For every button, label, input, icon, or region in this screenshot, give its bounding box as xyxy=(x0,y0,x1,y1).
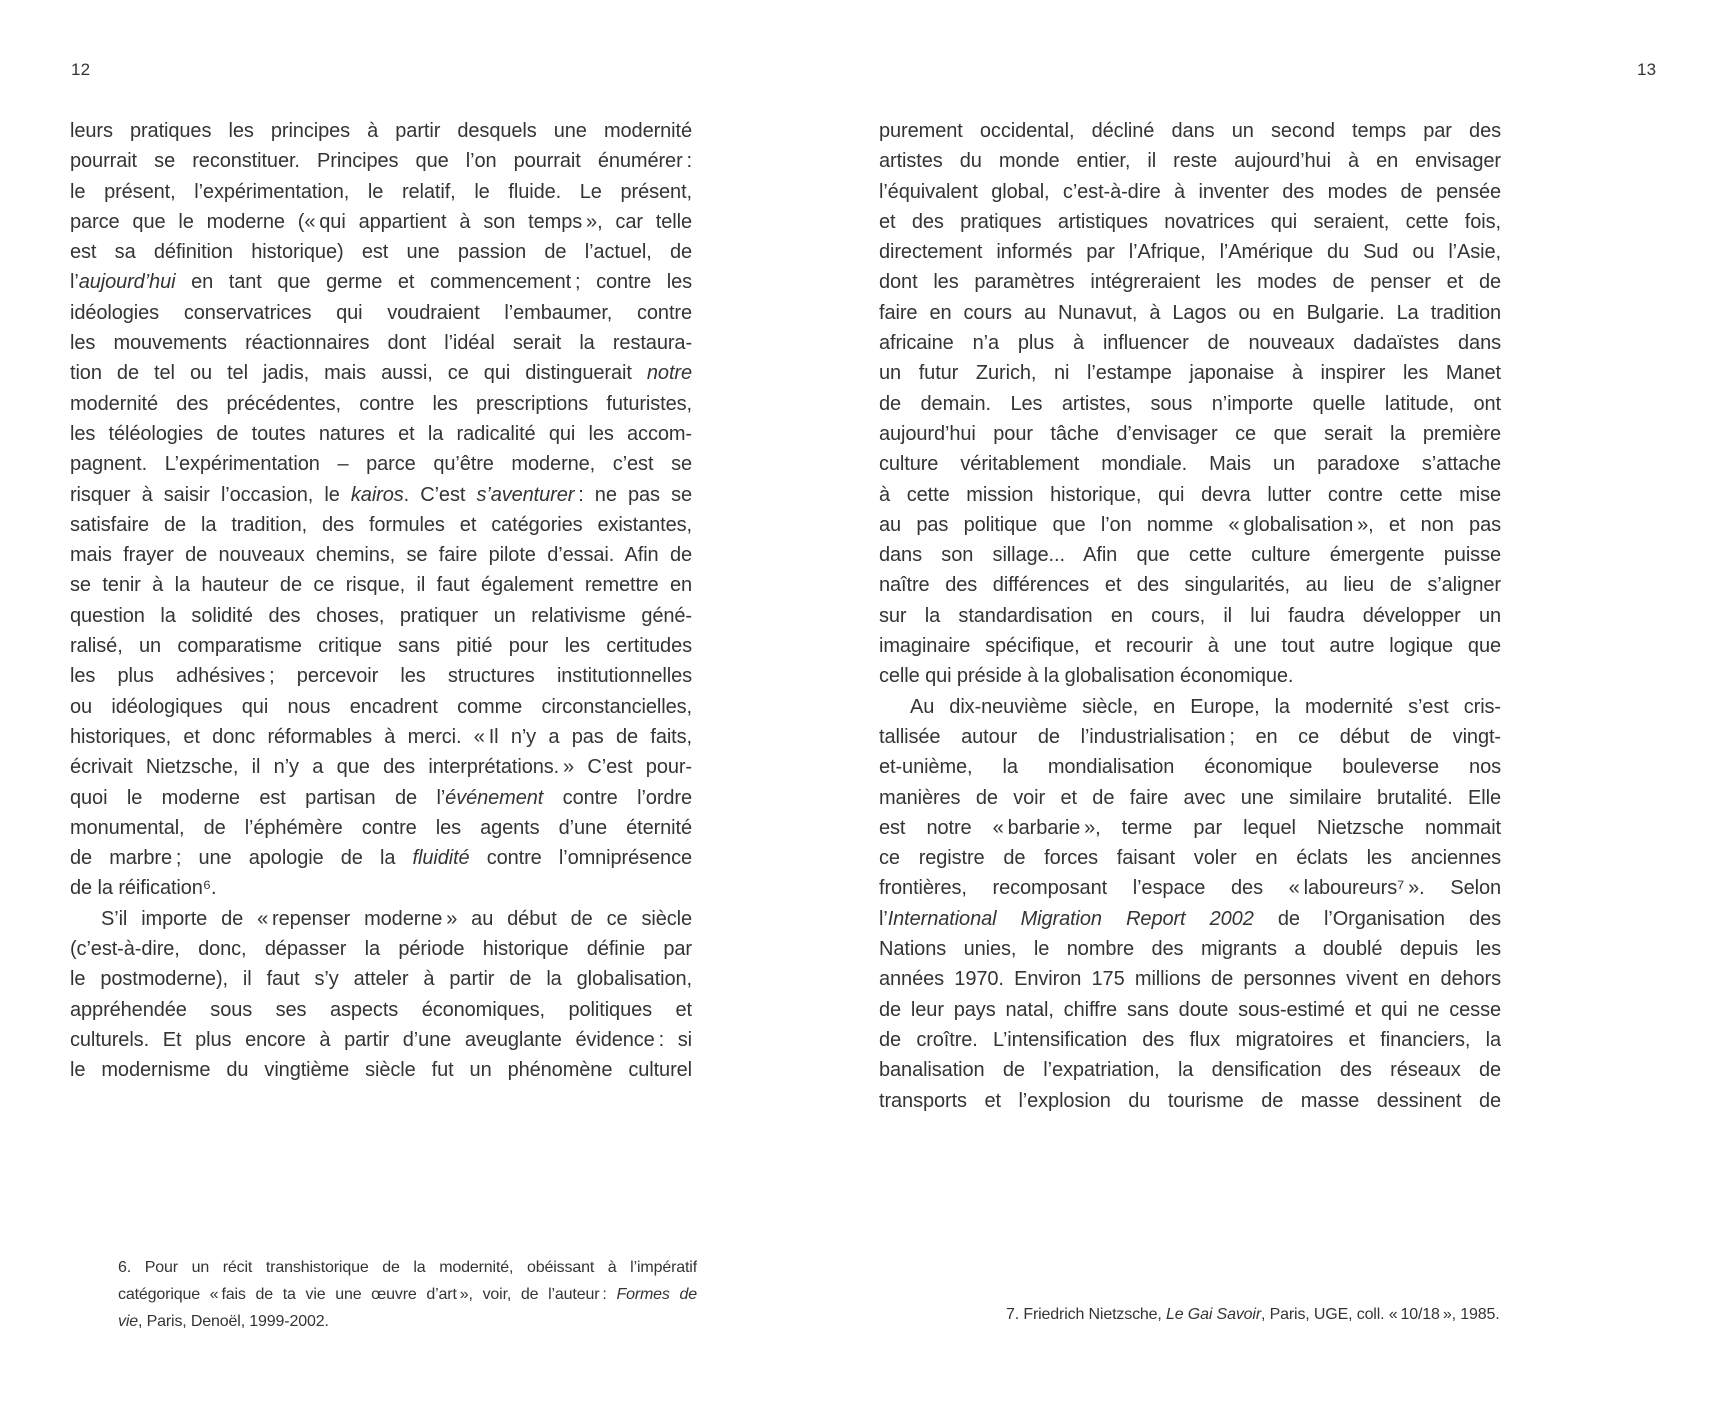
text-line: celle qui préside à la globalisation économique. xyxy=(879,665,1294,688)
text-line: dans son sillage... Afin que cette culture émergente puisse xyxy=(879,544,1501,567)
text-line: de demain. Les artistes, sous n’importe quelle latitude, ont xyxy=(879,392,1501,415)
text-line: le modernisme du vingtième siècle fut un phénomène culturel xyxy=(70,1059,692,1082)
text-line: naître des différences et des singularités, au lieu de s’aligner xyxy=(879,574,1501,597)
text-line: parce que le moderne (« qui appartient à son temps », car telle xyxy=(70,210,692,233)
text-line: mais frayer de nouveaux chemins, se faire pilote d’essai. Afin de xyxy=(70,544,692,567)
text-line: satisfaire de la tradition, des formules et catégories existantes, xyxy=(70,513,692,536)
right-page-number: 13 xyxy=(1637,60,1657,79)
text-line: manières de voir et de faire avec une similaire brutalité. Elle xyxy=(879,786,1501,809)
text-line: l’équivalent global, c’est-à-dire à inventer des modes de pensée xyxy=(879,180,1501,203)
text-line: au pas politique que l’on nomme « globalisation », et non pas xyxy=(879,513,1501,536)
text-line: Nations unies, le nombre des migrants a doublé depuis les xyxy=(879,938,1501,961)
text-line: appréhendée sous ses aspects économiques, politiques et xyxy=(70,998,692,1021)
text-line: banalisation de l’expatriation, la densification des réseaux de xyxy=(879,1059,1501,1082)
text-line: se tenir à la hauteur de ce risque, il faut également remettre en xyxy=(70,574,692,597)
text-line: années 1970. Environ 175 millions de personnes vivent en dehors xyxy=(879,968,1501,991)
text-line: les téléologies de toutes natures et la radicalité qui les accom- xyxy=(70,422,692,445)
text-line: historiques, et donc réformables à merci. « Il n’y a pas de faits, xyxy=(70,725,692,748)
text-line: idéologies conservatrices qui voudraient l’embaumer, contre xyxy=(70,301,692,324)
text-line: artistes du monde entier, il reste aujourd’hui à en envisager xyxy=(879,150,1501,173)
text-line: dont les paramètres intégreraient les modes de penser et de xyxy=(879,271,1501,294)
text-line: est sa définition historique) est une passion de l’actuel, de xyxy=(70,241,692,264)
text-line: monumental, de l’éphémère contre les agents d’une éternité xyxy=(70,816,692,839)
text-line: aujourd’hui pour tâche d’envisager ce que serait la première xyxy=(879,422,1501,445)
text-line: de marbre ; une apologie de la fluidité contre l’omniprésence xyxy=(70,847,692,870)
left-page-footnote xyxy=(118,1254,697,1335)
left-page-number: 12 xyxy=(71,60,91,79)
text-line: ou idéologiques qui nous encadrent comme circonstancielles, xyxy=(70,695,692,718)
text-line: 7. Friedrich Nietzsche, Le Gai Savoir, Paris, UGE, coll. « 10/18 », 1985. xyxy=(1006,1306,1500,1323)
text-line: de croître. L’intensification des flux migratoires et financiers, la xyxy=(879,1028,1501,1051)
text-line: catégorique « fais de ta vie une œuvre d’art », voir, de l’auteur : Formes de xyxy=(118,1286,697,1303)
text-line: culture véritablement mondiale. Mais un paradoxe s’attache xyxy=(879,453,1501,476)
text-line: de la réification⁶. xyxy=(70,877,217,900)
text-line: écrivait Nietzsche, il n’y a que des interprétations. » C’est pour- xyxy=(70,756,692,779)
text-line: les mouvements réactionnaires dont l’idéal serait la restaura- xyxy=(70,332,692,355)
text-line: l’International Migration Report 2002 de l’Organisation des xyxy=(879,907,1501,930)
right-page-footnote xyxy=(1006,1301,1566,1328)
right-page-body xyxy=(879,116,1501,1116)
text-line: quoi le moderne est partisan de l’événement contre l’ordre xyxy=(70,786,692,809)
text-line: est notre « barbarie », terme par lequel Nietzsche nommait xyxy=(879,816,1501,839)
text-line: le présent, l’expérimentation, le relatif, le fluide. Le présent, xyxy=(70,180,692,203)
text-line: pagnent. L’expérimentation – parce qu’être moderne, c’est se xyxy=(70,453,692,476)
text-line: faire en cours au Nunavut, à Lagos ou en Bulgarie. La tradition xyxy=(879,301,1501,324)
text-line: Au dix-neuvième siècle, en Europe, la modernité s’est cris- xyxy=(910,695,1501,718)
text-line: vie, Paris, Denoël, 1999-2002. xyxy=(118,1313,329,1330)
text-line: le postmoderne), il faut s’y atteler à partir de la globalisation, xyxy=(70,968,692,991)
text-line: de leur pays natal, chiffre sans doute sous-estimé et qui ne cesse xyxy=(879,998,1501,1021)
text-line: tion de tel ou tel jadis, mais aussi, ce qui distinguerait notre xyxy=(70,362,692,385)
text-line: modernité des précédentes, contre les prescriptions futuristes, xyxy=(70,392,692,415)
text-line: directement informés par l’Afrique, l’Amérique du Sud ou l’Asie, xyxy=(879,241,1501,264)
text-line: les plus adhésives ; percevoir les structures institutionnelles xyxy=(70,665,692,688)
text-line: risquer à saisir l’occasion, le kairos. C’est s’aventurer : ne pas se xyxy=(70,483,692,506)
text-line: purement occidental, décliné dans un second temps par des xyxy=(879,120,1501,142)
text-line: (c’est-à-dire, donc, dépasser la période historique définie par xyxy=(70,938,692,961)
text-line: sur la standardisation en cours, il lui faudra développer un xyxy=(879,604,1501,627)
text-line: imaginaire spécifique, et recourir à une tout autre logique que xyxy=(879,635,1501,658)
text-line: question la solidité des choses, pratiquer un relativisme géné- xyxy=(70,604,692,627)
text-line: 6. Pour un récit transhistorique de la modernité, obéissant à l’impératif xyxy=(118,1259,697,1276)
text-line: tallisée autour de l’industrialisation ; en ce début de vingt- xyxy=(879,725,1501,748)
text-line: à cette mission historique, qui devra lutter contre cette mise xyxy=(879,483,1501,506)
text-line: un futur Zurich, ni l’estampe japonaise à inspirer les Manet xyxy=(879,362,1501,385)
text-line: S’il importe de « repenser moderne » au début de ce siècle xyxy=(101,907,692,930)
text-line: leurs pratiques les principes à partir desquels une modernité xyxy=(70,120,692,142)
text-line: africaine n’a plus à influencer de nouveaux dadaïstes dans xyxy=(879,332,1501,355)
text-line: ce registre de forces faisant voler en éclats les anciennes xyxy=(879,847,1501,870)
text-line: frontières, recomposant l’espace des « laboureurs⁷ ». Selon xyxy=(879,877,1501,900)
left-page-body xyxy=(70,116,692,1086)
text-line: culturels. Et plus encore à partir d’une aveuglante évidence : si xyxy=(70,1028,692,1051)
text-line: transports et l’explosion du tourisme de masse dessinent de xyxy=(879,1089,1501,1112)
text-line: et des pratiques artistiques novatrices qui seraient, cette fois, xyxy=(879,210,1501,233)
text-line: ralisé, un comparatisme critique sans pitié pour les certitudes xyxy=(70,635,692,658)
text-line: et-unième, la mondialisation économique bouleverse nos xyxy=(879,756,1501,779)
text-line: pourrait se reconstituer. Principes que l’on pourrait énumérer : xyxy=(70,150,692,173)
text-line: l’aujourd’hui en tant que germe et commencement ; contre les xyxy=(70,271,692,294)
